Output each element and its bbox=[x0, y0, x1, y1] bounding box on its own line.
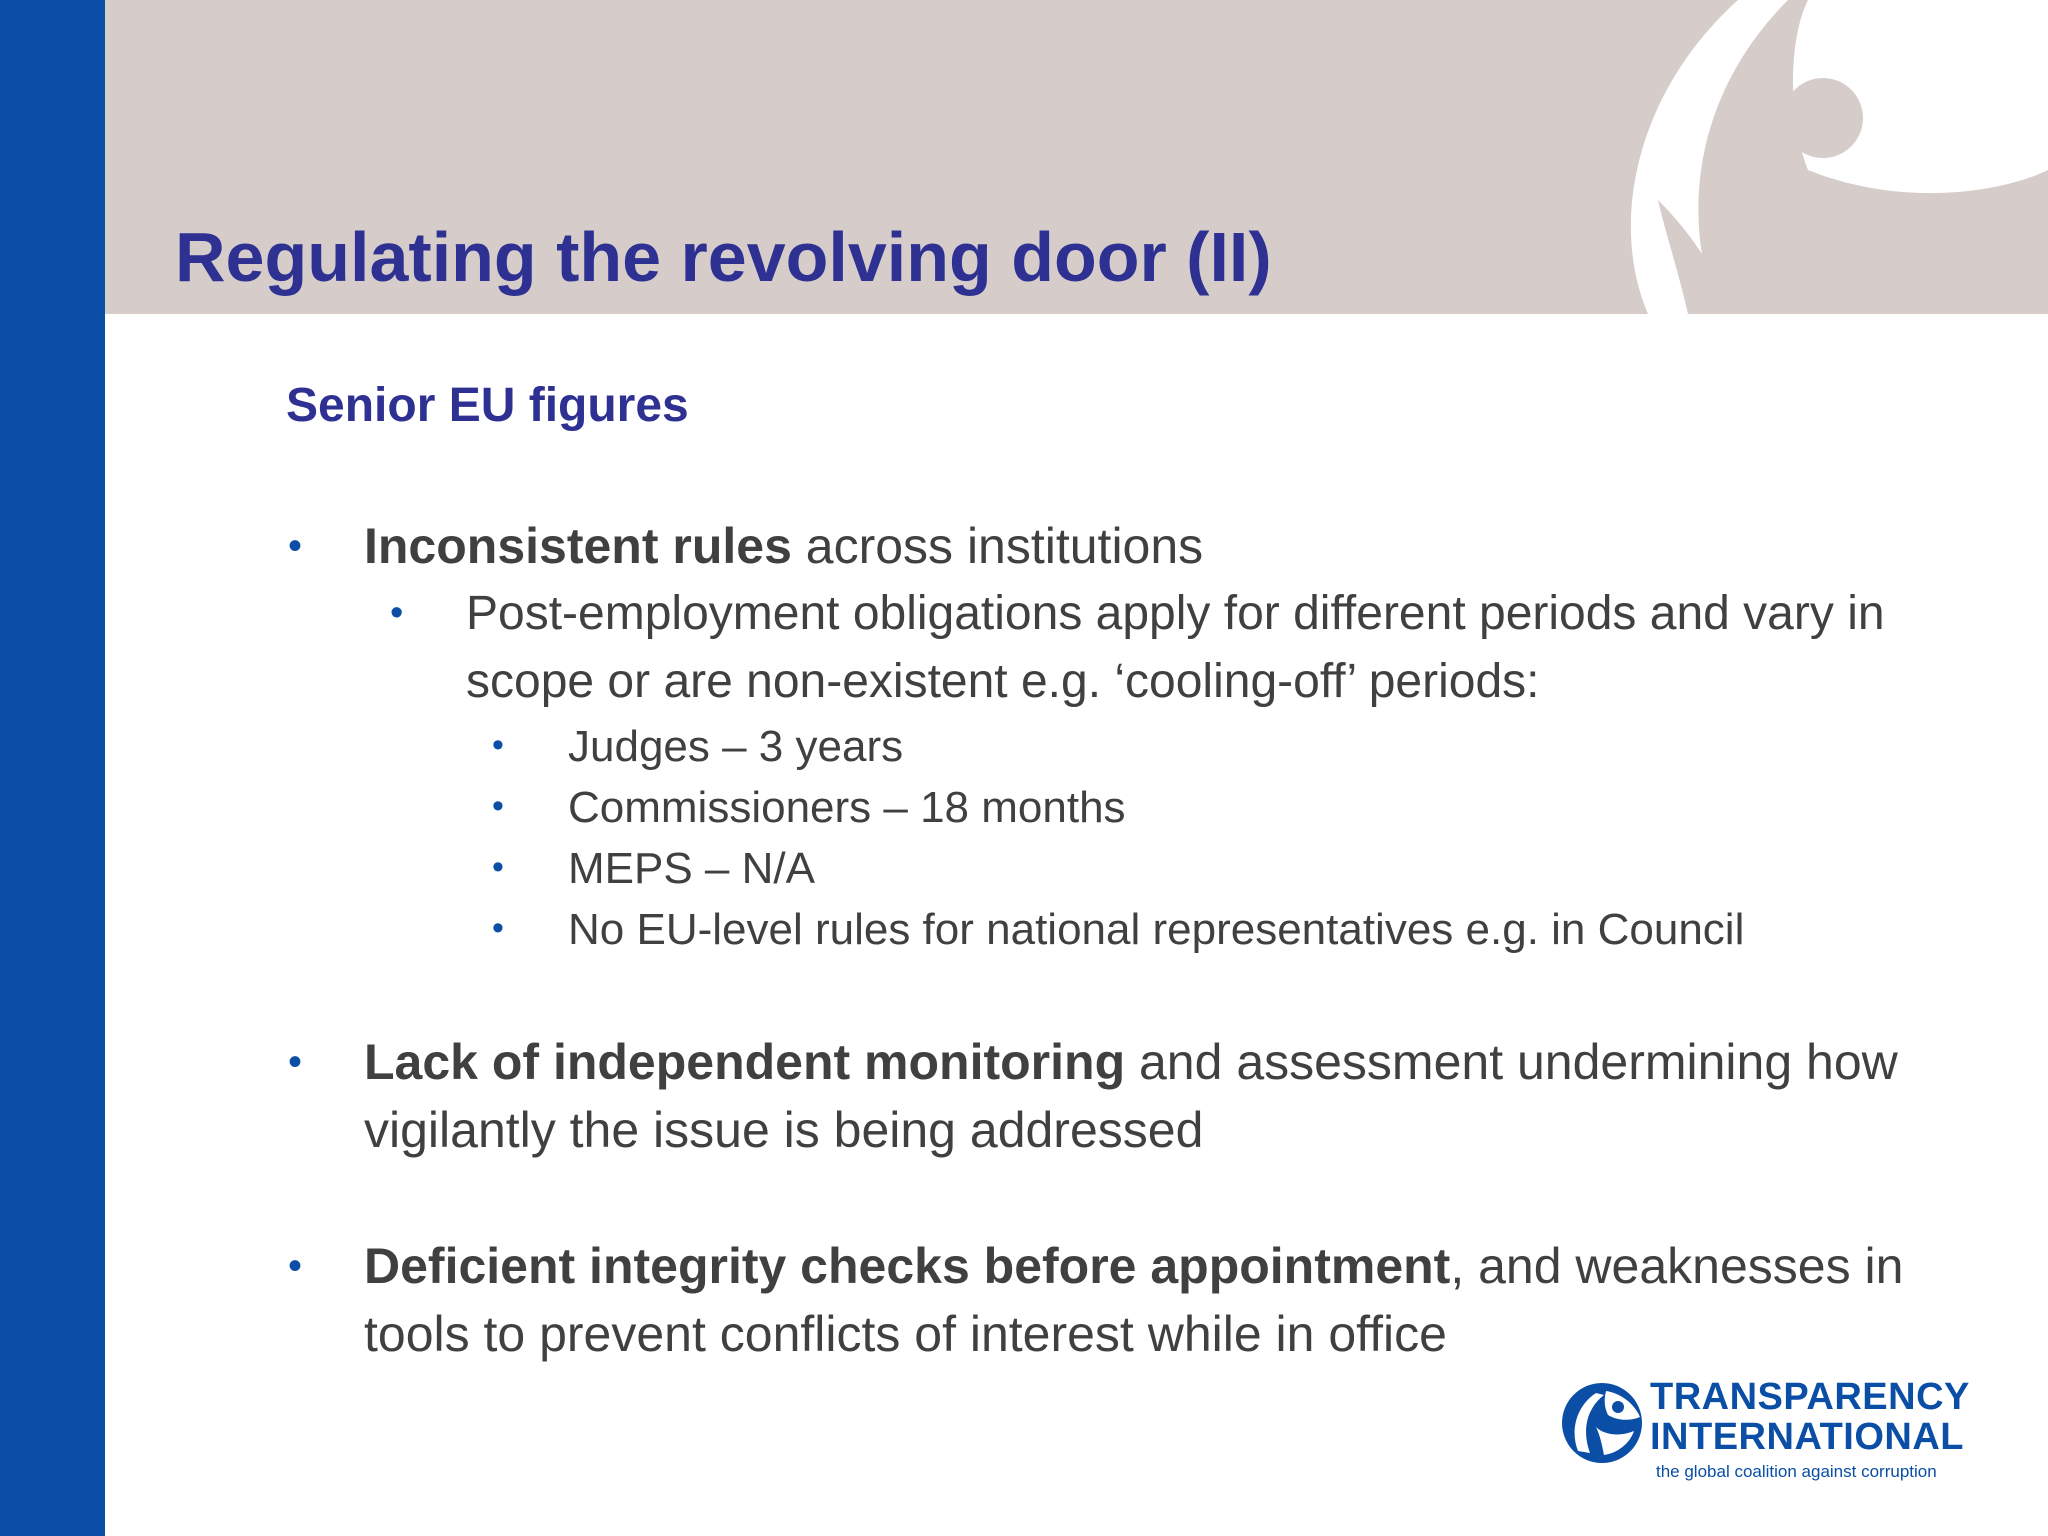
bullet-bold-text: Lack of independent monitoring bbox=[364, 1034, 1126, 1090]
page-title: Regulating the revolving door (II) bbox=[175, 218, 1272, 296]
list-item bbox=[286, 899, 1986, 960]
list-item bbox=[286, 838, 1986, 899]
bullet-text: Post-employment obligations apply for different periods and vary in scope or are non-existent e.g. ‘cooling-off’ periods: bbox=[466, 587, 1885, 708]
bullet-text: No EU-level rules for national representatives e.g. in Council bbox=[568, 905, 1745, 954]
bullet-icon: • bbox=[288, 524, 303, 568]
logo-wordmark-line1: TRANSPARENCY bbox=[1650, 1376, 1970, 1418]
bullet-text: , and weaknesses in tools to prevent conflicts of interest while in office bbox=[364, 1238, 1904, 1362]
bullet-text: MEPS – N/A bbox=[568, 844, 815, 893]
list-item bbox=[286, 512, 1986, 580]
bullet-text: Judges – 3 years bbox=[568, 722, 904, 771]
bullet-text: Commissioners – 18 months bbox=[568, 783, 1126, 832]
globe-decoration-icon bbox=[1488, 0, 2048, 314]
spacer bbox=[286, 960, 1986, 1028]
bullet-text: and assessment undermining how vigilantly the issue is being addressed bbox=[364, 1034, 1898, 1158]
bullet-bold-text: Deficient integrity checks before appointment bbox=[364, 1238, 1451, 1294]
transparency-international-logo bbox=[1560, 1376, 2000, 1486]
bullet-icon: • bbox=[492, 787, 504, 825]
bullet-icon: • bbox=[492, 848, 504, 886]
list-item bbox=[286, 580, 1986, 716]
left-accent-bar bbox=[0, 0, 105, 1536]
bullet-icon: • bbox=[492, 909, 504, 947]
bullet-text: across institutions bbox=[791, 518, 1204, 574]
globe-logo-icon bbox=[1560, 1381, 1644, 1465]
list-item bbox=[286, 1232, 1986, 1368]
bullet-icon: • bbox=[288, 1244, 303, 1288]
bullet-list bbox=[286, 512, 1986, 1368]
bullet-icon: • bbox=[288, 1040, 303, 1084]
logo-tagline: the global coalition against corruption bbox=[1656, 1462, 1937, 1481]
list-item bbox=[286, 777, 1986, 838]
spacer bbox=[286, 1164, 1986, 1232]
bullet-bold-text: Inconsistent rules bbox=[364, 518, 792, 574]
section-subtitle: Senior EU figures bbox=[286, 379, 689, 432]
bullet-icon: • bbox=[492, 726, 504, 764]
bullet-icon: • bbox=[390, 592, 404, 634]
list-item bbox=[286, 1028, 1986, 1164]
logo-wordmark-line2: INTERNATIONAL bbox=[1650, 1416, 1964, 1458]
list-item bbox=[286, 716, 1986, 777]
